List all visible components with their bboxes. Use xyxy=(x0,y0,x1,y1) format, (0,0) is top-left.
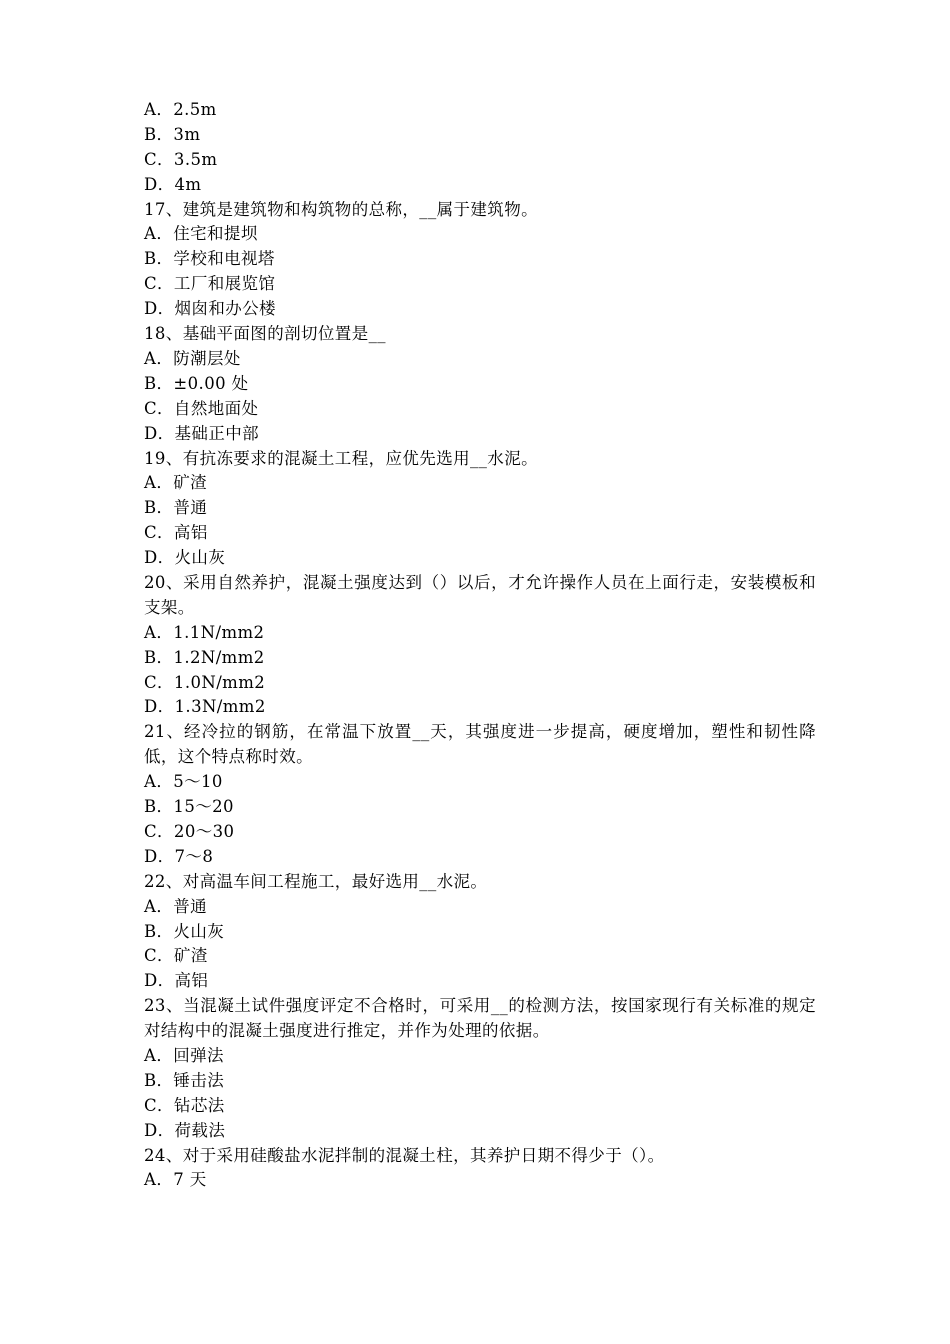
answer-option: C．钻芯法 xyxy=(144,1095,225,1115)
answer-option: C．3.5m xyxy=(144,149,218,169)
answer-option: C．20～30 xyxy=(144,821,235,841)
answer-option: A．7 天 xyxy=(144,1170,207,1190)
answer-option: B．3m xyxy=(144,124,201,144)
answer-option: C．高铝 xyxy=(144,523,208,543)
answer-option: B．1.2N/mm2 xyxy=(144,647,265,667)
answer-option: D．1.3N/mm2 xyxy=(144,697,266,717)
answer-option: D．7～8 xyxy=(144,846,214,866)
question-text: 19、有抗冻要求的混凝土工程，应优先选用__水泥。 xyxy=(144,448,538,468)
answer-option: B．±0.00 处 xyxy=(144,373,249,393)
answer-option: A．普通 xyxy=(144,896,208,916)
answer-option: C．矿渣 xyxy=(144,946,208,966)
answer-option: B．学校和电视塔 xyxy=(144,249,275,269)
answer-option: B．普通 xyxy=(144,498,208,518)
question-text: 17、建筑是建筑物和构筑物的总称，__属于建筑物。 xyxy=(144,199,538,219)
answer-option: D．4m xyxy=(144,174,202,194)
answer-option: B．火山灰 xyxy=(144,921,225,941)
answer-option: C．自然地面处 xyxy=(144,398,259,418)
answer-option: D．火山灰 xyxy=(144,548,226,568)
question-text: 24、对于采用硅酸盐水泥拌制的混凝土柱，其养护日期不得少于（）。 xyxy=(144,1145,665,1165)
answer-option: D．烟囱和办公楼 xyxy=(144,299,276,319)
question-text: 18、基础平面图的剖切位置是__ xyxy=(144,324,386,344)
answer-option: D．荷载法 xyxy=(144,1120,226,1140)
question-text: 21、经冷拉的钢筋，在常温下放置__天，其强度进一步提高，硬度增加，塑性和韧性降低，这个特点称时效。 xyxy=(144,722,816,767)
answer-option: A．2.5m xyxy=(144,100,217,119)
document-body xyxy=(144,98,816,1193)
answer-option: A．5～10 xyxy=(144,772,223,792)
answer-option: A．回弹法 xyxy=(144,1046,224,1065)
answer-option: B．锤击法 xyxy=(144,1070,225,1090)
answer-option: A．1.1N/mm2 xyxy=(144,622,265,642)
question-text: 22、对高温车间工程施工，最好选用__水泥。 xyxy=(144,871,488,891)
question-text: 23、当混凝土试件强度评定不合格时，可采用__的检测方法，按国家现行有关标准的规定对结构中的混凝土强度进行推定，并作为处理的依据。 xyxy=(144,996,816,1041)
answer-option: A．矿渣 xyxy=(144,473,208,493)
question-text: 20、采用自然养护，混凝土强度达到（）以后，才允许操作人员在上面行走，安装模板和支架。 xyxy=(144,572,816,617)
answer-option: C．工厂和展览馆 xyxy=(144,274,276,294)
answer-option: C．1.0N/mm2 xyxy=(144,672,266,692)
answer-option: B．15～20 xyxy=(144,797,234,817)
answer-option: A．住宅和提坝 xyxy=(144,224,258,244)
answer-option: D．基础正中部 xyxy=(144,423,260,443)
answer-option: A．防潮层处 xyxy=(144,348,241,368)
answer-option: D．高铝 xyxy=(144,971,209,991)
